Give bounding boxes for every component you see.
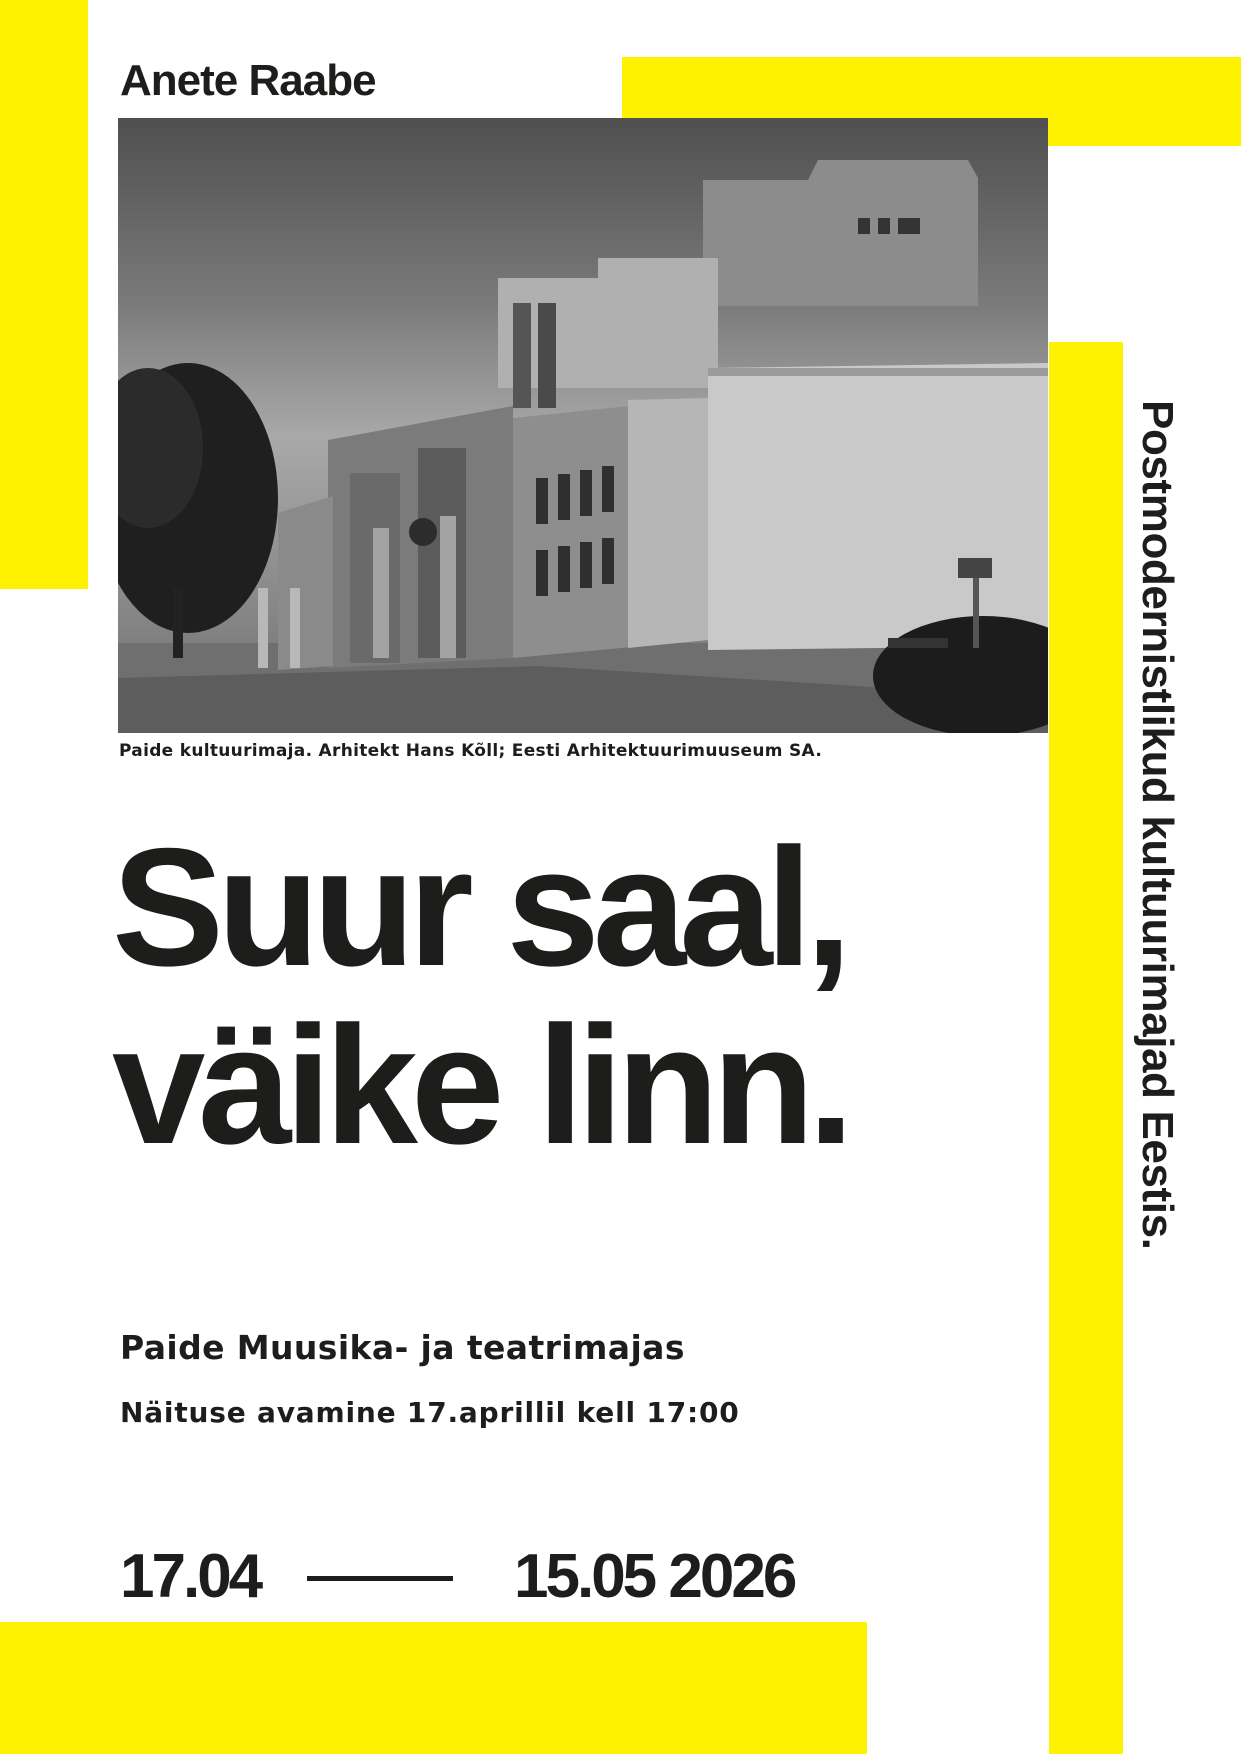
headline-line-2: väike linn. — [112, 991, 848, 1179]
date-start: 17.04 — [120, 1542, 261, 1611]
headline-line-1: Suur saal, — [112, 813, 846, 1001]
date-end: 15.05 2026 — [514, 1542, 795, 1611]
building-photo — [118, 118, 1048, 733]
yellow-block-bottom — [0, 1622, 867, 1754]
venue: Paide Muusika- ja teatrimajas — [120, 1328, 685, 1367]
author-name: Anete Raabe — [120, 56, 376, 105]
photo-caption: Paide kultuurimaja. Arhitekt Hans Kõll; Eesti Arhitektuurimuuseum SA. — [119, 741, 823, 761]
date-dash — [307, 1576, 453, 1581]
opening-info: Näituse avamine 17.aprillil kell 17:00 — [120, 1396, 740, 1429]
side-title: Postmodernistlikud kultuurimajad Eestis. — [1133, 400, 1182, 1250]
yellow-block-left — [0, 0, 88, 589]
building-photo-drawing — [118, 118, 1048, 733]
yellow-bar-right — [1049, 342, 1123, 1754]
headline — [112, 813, 1052, 1179]
